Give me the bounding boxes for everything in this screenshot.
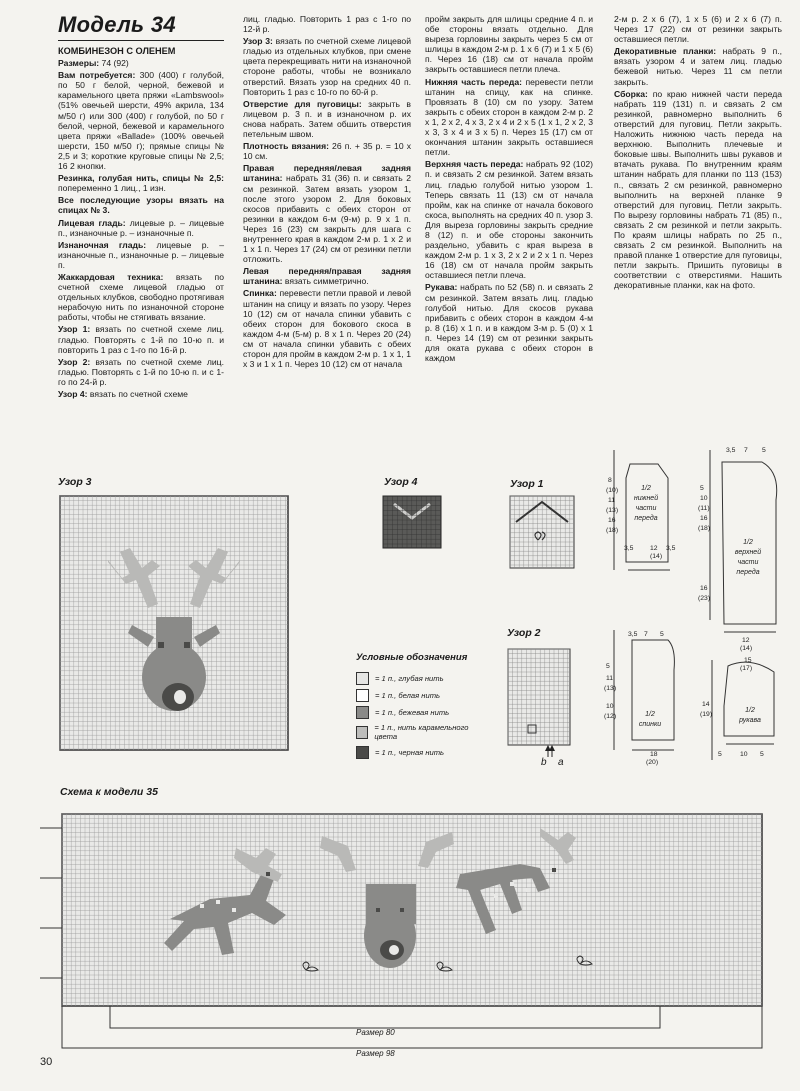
svg-text:11: 11 xyxy=(606,675,614,682)
legend-text-beige: = 1 п., бежевая нить xyxy=(375,708,450,717)
assembly-text: по краю нижней части переда набрать 119 (131) п. и связать 2 см резинкой, равномерно выполнить 6 отверстий для пуговиц. Петли закрыть. Наложить нижнюю часть переда на верхнюю. Выполнить плечевые и боковые швы. Выполнить швы рукавов и втачать рукава. По внутренним краям штанин набрать для планки по 113 (153) п., связать 2 см резинкой, равномерно выполнить на верхней планке 9 отверстий для пуговиц. Петли закрыть. По вырезу горловины набрать 71 (85) п., связать 2 см резинкой и петли закрыть. По краям шлицы набрать по 25 п., связать 2 см резинкой. Выполнить на правой планке 1 отверстие для пуговицы, петли закрыть. Пришить пуговицы в соответствии с отверстиями. Нашить декоративные планки, как на фото. xyxy=(614,88,782,291)
text-column-4 xyxy=(614,14,782,293)
materials-label: Вам потребуется: xyxy=(58,70,136,81)
right-leg-label: Правая передняя/левая задняя штанина: xyxy=(243,163,411,184)
svg-text:3,5: 3,5 xyxy=(726,447,736,454)
svg-text:переда: переда xyxy=(736,569,760,576)
col3-continuation: пройм закрыть для шлицы средние 4 п. и обе стороны вязать отдельно. Для выреза горловины закрыть через 5 см от шлицы в каждом 2-м р. 1 х 6 (7) и 1 х 5 (6) п. Через 16 (18) см от начала пройм закрыть оставшиеся петли плеча. xyxy=(425,14,593,75)
swatch-blue xyxy=(356,672,369,685)
legend-item-beige xyxy=(356,706,449,719)
left-leg-text: вязать симметрично. xyxy=(282,276,369,287)
col4-continuation: 2-м р. 2 х 6 (7), 1 х 5 (6) и 2 х 6 (7) п. Через 17 (22) см от резинки закрыть оставшиеся петли. xyxy=(614,14,782,45)
svg-text:5: 5 xyxy=(718,751,722,758)
col2-continuation: лиц. гладью. Повторить 1 раз с 1-го по 12-й р. xyxy=(243,14,411,35)
swatch-white xyxy=(356,689,369,702)
buttonhole-label: Отверстие для пуговицы: xyxy=(243,98,362,109)
svg-text:3,5: 3,5 xyxy=(624,545,634,552)
gauge-label: Плотность вязания: xyxy=(243,141,329,152)
svg-text:7: 7 xyxy=(744,447,748,454)
svg-text:16: 16 xyxy=(700,585,708,592)
chart-b-label: b xyxy=(541,757,547,768)
svg-text:рукава: рукава xyxy=(739,717,761,724)
svg-text:(13): (13) xyxy=(606,507,619,514)
left-leg-label: Левая передняя/правая задняя штанина: xyxy=(243,266,411,287)
buttonhole-text: закрыть в лицевом р. 3 п. и в изнаночном р. их снова набрать. Затем обшить отверстия петельным швом. xyxy=(243,98,411,140)
chart-uzor1 xyxy=(508,492,578,572)
pattern2-label: Узор 2: xyxy=(58,356,91,367)
svg-text:7: 7 xyxy=(644,631,648,638)
garment-schematics xyxy=(604,440,790,776)
upper-front-label: Верхняя часть переда: xyxy=(425,159,524,170)
stockinette-label: Лицевая гладь: xyxy=(58,217,126,228)
legend-text-blue: = 1 п., глубая нить xyxy=(375,674,444,683)
chart-uzor2 xyxy=(504,645,576,760)
swatch-beige xyxy=(356,706,369,719)
lower-front-text: перевести петли штанин на спицу, как на спинке. Провязать 8 (10) см по узору. Затем закрыть с обеих сторон в каждом 2-м р. 2 х 1, 2 х 2, 4 х 3, 2 х 4 и 2 х 5 (1 х 1, 2 х 2, 3 х 3, 3 х 4 и 3 х 5) п. Через 15 (17) см от окончания штанин закрыть оставшиеся петли. xyxy=(425,76,594,158)
text-column-2 xyxy=(243,14,411,371)
jacquard-text: вязать по счетной схеме лицевой гладью от отдельных клубков, свободно протягивая нерабочую нить по изнаночной стороне работы, чтобы не стягивать вязание. xyxy=(58,271,224,323)
sleeves-label: Рукава: xyxy=(425,282,458,293)
swatch-caramel xyxy=(356,726,368,739)
legend xyxy=(356,652,496,772)
pattern4-label: Узор 4: xyxy=(58,389,88,399)
svg-text:1/2: 1/2 xyxy=(743,539,753,546)
svg-text:11: 11 xyxy=(608,497,616,504)
materials-text: 300 (400) г голубой, по 50 г белой, черной, бежевой и карамельного цвета пряжи «Lambswool» (51% овечьей шерсти, 49% акрила, 134 м/50 г) или 300 (400) г голубой, по 50 г белой, черной, бежевой и карамельного цвета пряжи «Ballade» (100% овечьей шерсти, 150 м/50 г); прямые спицы № 2,5 и 3; короткие круговые спицы № 2,5; 16 2 кнопки. xyxy=(58,70,225,172)
chart-uzor1-label: Узор 1 xyxy=(510,478,544,490)
needle-note: Все последующие узоры вязать на спицах № 3. xyxy=(58,195,224,216)
page-number: 30 xyxy=(40,1056,53,1068)
pattern3-text: вязать по счетной схеме лицевой гладью из отдельных клубков, при смене цвета перекрещивать нити на изнаночной стороне работы, чтобы не возникало отверстий. Вязать узор на средних 40 п. Повторить 1 раз с 10-го по 60-й р. xyxy=(243,36,411,97)
svg-text:10: 10 xyxy=(700,495,708,502)
svg-text:3,5: 3,5 xyxy=(666,545,676,552)
svg-text:(19): (19) xyxy=(700,711,713,718)
rib-label: Резинка, голубая нить, спицы № 2,5: xyxy=(58,173,224,184)
chart-uzor3-label: Узор 3 xyxy=(58,476,92,488)
chart-uzor4 xyxy=(382,492,444,550)
upper-front-text: набрать 92 (102) п. и связать 2 см резинкой. Затем вязать лиц. гладью голубой нитью узором 1. Теперь связать 11 (13) см от начала пройм, как на спинке от начала бокового скоса, выполнять на средних 40 п. узор 3. Для выреза горловины закрыть средние 8 (12) п. и обе стороны закончить раздельно, убавить с края выреза в каждом 2-м р. 1 х 3, 2 х 2 и 2 х 1 п. Через 16 (18) см от начала пройм закрыть оставшиеся петли плеча. xyxy=(425,159,594,281)
reverse-label: Изнаночная гладь: xyxy=(58,239,147,250)
pattern3-label: Узор 3: xyxy=(243,36,273,47)
scheme-35-label: Схема к модели 35 xyxy=(60,786,158,798)
svg-text:5: 5 xyxy=(606,663,610,670)
pattern1-text: вязать по счетной схеме лиц. гладью. Повторять с 1-й по 10-ю п. и повторить 1 раз с 1-го по 16-й р. xyxy=(58,324,224,355)
pattern2-text: вязать по счетной схеме лиц. гладью. Повторять с 1-й по 10-ю п. и с 1-го по 24-й р. xyxy=(58,356,224,387)
svg-text:(12): (12) xyxy=(604,713,617,720)
text-column-3 xyxy=(425,14,593,365)
svg-text:14: 14 xyxy=(702,701,710,708)
legend-text-white: = 1 п., белая нить xyxy=(375,691,441,700)
svg-text:10: 10 xyxy=(740,751,748,758)
reverse-text: лицевые р. – изнаночные п., изнаночные р. – лицевые п. xyxy=(58,239,224,270)
svg-text:5: 5 xyxy=(762,447,766,454)
pattern1-label: Узор 1: xyxy=(58,324,91,335)
rib-text: попеременно 1 лиц., 1 изн. xyxy=(58,183,166,194)
svg-text:(10): (10) xyxy=(606,487,619,494)
back-label: Спинка: xyxy=(243,288,277,299)
legend-item-blue xyxy=(356,672,444,685)
deco-strips-text: набрать 9 п., вязать узором 4 и затем лиц. гладью бежевой нитью. Через 11 см петли закрыть. xyxy=(614,46,782,87)
svg-text:3,5: 3,5 xyxy=(628,631,638,638)
chart-uzor4-label: Узор 4 xyxy=(384,476,418,488)
sizes-text: 74 (92) xyxy=(99,58,129,69)
svg-text:части: части xyxy=(737,559,759,566)
chart-uzor2-label: Узор 2 xyxy=(507,627,541,639)
svg-text:(13): (13) xyxy=(604,685,617,692)
svg-text:(14): (14) xyxy=(650,553,663,560)
svg-text:(17): (17) xyxy=(740,665,753,672)
chart-scheme-35 xyxy=(40,804,780,1069)
gauge-text: 26 п. + 35 р. = 10 х 10 см. xyxy=(243,141,411,162)
schematic-lower-front-label: 1/2 xyxy=(641,485,651,492)
title-rule xyxy=(58,40,224,41)
svg-text:(20): (20) xyxy=(646,759,659,766)
svg-text:(18): (18) xyxy=(698,525,711,532)
svg-text:спинки: спинки xyxy=(638,721,662,728)
legend-title: Условные обозначения xyxy=(356,652,468,663)
assembly-label: Сборка: xyxy=(614,88,648,99)
chart-a-label: a xyxy=(558,757,564,768)
size-80-label: Размер 80 xyxy=(356,1028,395,1037)
svg-text:18: 18 xyxy=(650,751,658,758)
svg-text:переда: переда xyxy=(634,515,658,522)
legend-text-caramel: = 1 п., нить карамельного цвета xyxy=(374,723,469,741)
sizes-label: Размеры: xyxy=(58,58,100,69)
svg-text:12: 12 xyxy=(742,637,750,644)
legend-item-caramel xyxy=(356,723,486,741)
svg-text:16: 16 xyxy=(608,517,616,524)
svg-text:5: 5 xyxy=(660,631,664,638)
pattern4-text: вязать по счетной схеме xyxy=(87,389,188,399)
stockinette-text: лицевые р. – лицевые п., изнаночные р. – изнаночные п. xyxy=(58,217,224,238)
legend-text-black: = 1 п., черная нить xyxy=(375,748,445,757)
svg-text:верхней: верхней xyxy=(734,549,762,556)
sleeves-text: набрать по 52 (58) п. и связать 2 см резинкой. Затем вязать лиц. гладью голубой нитью. Для скосов рукава прибавить с обеих сторон в каждом 4-м р. 8 (16) х 1 п. и в каждом 3-м р. 5 (0) х 1 п. Через 14 (19) см от резинки закрыть для оката рукава с обеих сторон в каждом xyxy=(425,282,593,364)
svg-text:12: 12 xyxy=(650,545,658,552)
legend-item-black xyxy=(356,746,444,759)
model-subtitle: КОМБИНЕЗОН С ОЛЕНЕМ xyxy=(58,46,176,56)
jacquard-label: Жаккардовая техника: xyxy=(58,271,164,282)
svg-text:(18): (18) xyxy=(606,527,619,534)
deco-strips-label: Декоративные планки: xyxy=(614,46,717,57)
svg-text:(11): (11) xyxy=(698,505,710,512)
size-98-label: Размер 98 xyxy=(356,1049,395,1058)
svg-text:нижней: нижней xyxy=(633,495,659,502)
svg-text:16: 16 xyxy=(700,515,708,522)
swatch-black xyxy=(356,746,369,759)
chart-uzor3 xyxy=(56,492,296,752)
text-column-1 xyxy=(58,46,224,401)
lower-front-label: Нижняя часть переда: xyxy=(425,76,522,87)
legend-item-white xyxy=(356,689,440,702)
svg-text:(23): (23) xyxy=(698,595,711,602)
svg-text:8: 8 xyxy=(608,477,612,484)
svg-text:1/2: 1/2 xyxy=(745,707,755,714)
svg-text:части: части xyxy=(635,505,657,512)
back-text: перевести петли правой и левой штанин на спицу и вязать по узору. Через 10 (12) см от начала спинки убавить с обеих сторон для бокового скоса в каждом 4-м (5-м) р. 8 х 1 п. Через 20 (24) см от начала спинки убавить с обеих сторон для пройм в каждом 2-м р. 1 х 1, 1 х 3 и 1 х 1 п. Через 10 (12) см от начала xyxy=(243,288,411,370)
svg-text:15: 15 xyxy=(744,657,752,664)
right-leg-text: набрать 31 (36) п. и связать 2 см резинкой. Затем вязать узором 1, после этого узором 2. Для боковых скосов прибавить с обеих сторон от резинки в каждом 6-м (9-м) р. 9 х 1 п. Через 16 (23) см закрыть для шага с внутреннего края в каждом 2-м р. 1 х 2 и 1 х 1 п. Через 17 (24) см от резинки петли отложить. xyxy=(243,173,411,265)
svg-text:5: 5 xyxy=(700,485,704,492)
svg-text:1/2: 1/2 xyxy=(645,711,655,718)
svg-text:5: 5 xyxy=(760,751,764,758)
svg-text:10: 10 xyxy=(606,703,614,710)
page-title: Модель 34 xyxy=(58,12,176,37)
svg-text:(14): (14) xyxy=(740,645,753,652)
